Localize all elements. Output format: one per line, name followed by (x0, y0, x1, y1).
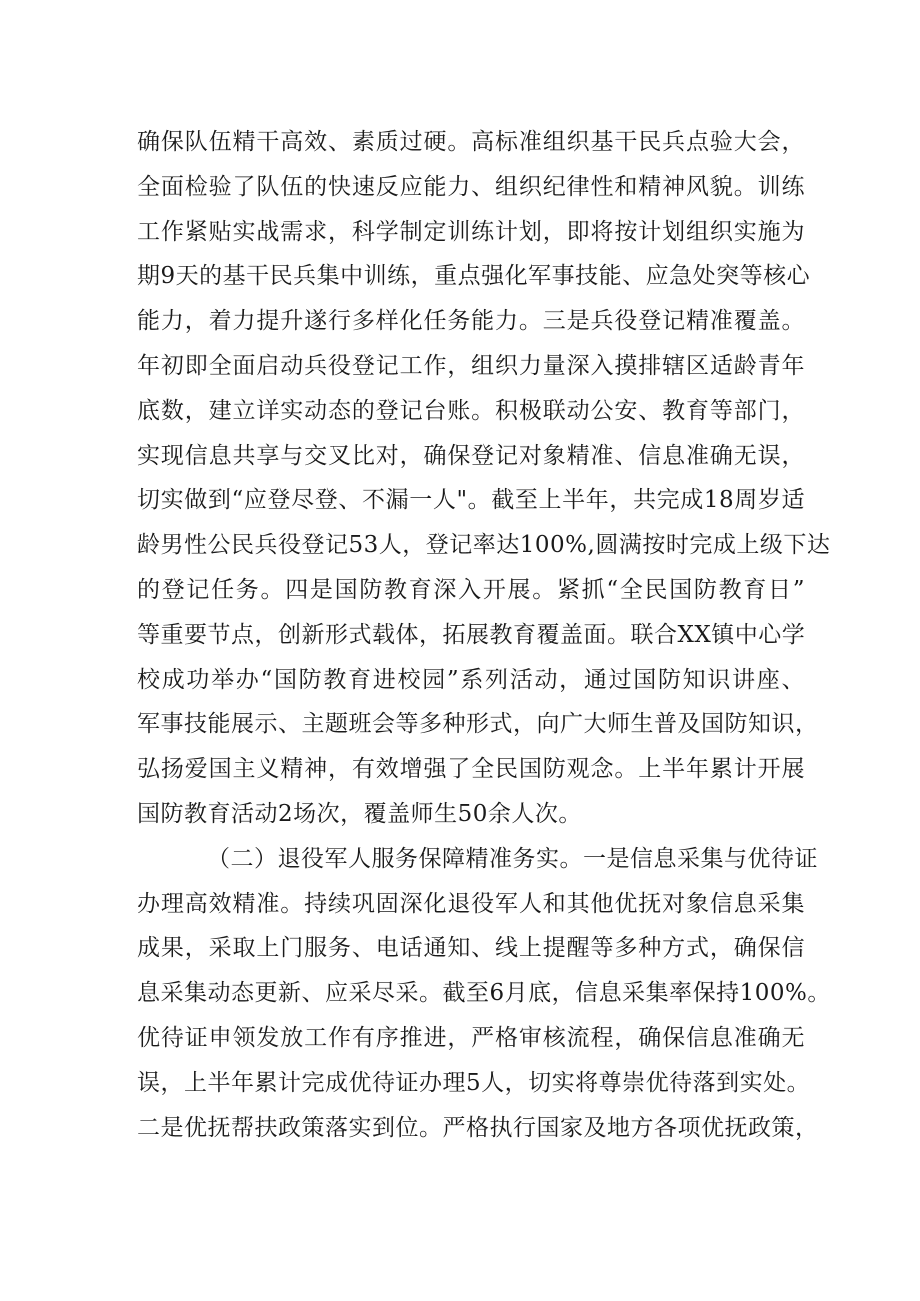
body-line: 误，上半年累计完成优待证办理5人，切实将尊崇优待落到实处。 (137, 1069, 811, 1096)
body-line: 期9天的基干民兵集中训练，重点强化军事技能、应急处突等核心 (137, 263, 811, 290)
body-line: 成果，采取上门服务、电话通知、线上提醒等多种方式，确保信 (137, 935, 805, 962)
body-line: 龄男性公民兵役登记53人，登记率达100%,圆满按时完成上级下达 (137, 532, 831, 559)
section-heading-line: （二）退役军人服务保障精准务实。一是信息采集与优待证 (207, 845, 818, 872)
body-line: 工作紧贴实战需求，科学制定训练计划，即将按计划组织实施为 (137, 218, 805, 245)
body-line: 全面检验了队伍的快速反应能力、组织纪律性和精神风貌。训练 (137, 173, 805, 200)
body-line: 切实做到“应登尽登、不漏一人"。截至上半年，共完成18周岁适 (137, 487, 805, 514)
document-body (137, 120, 831, 1150)
body-line: 弘扬爱国主义精神，有效增强了全民国防观念。上半年累计开展 (137, 756, 805, 783)
body-line: 能力，着力提升遂行多样化任务能力。三是兵役登记精准覆盖。 (137, 308, 805, 335)
body-line: 息采集动态更新、应采尽采。截至6月底，信息采集率保持100%。 (137, 980, 831, 1007)
body-line: 二是优抚帮扶政策落实到位。严格执行国家及地方各项优抚政策， (137, 1114, 819, 1141)
body-line: 等重要节点，创新形式载体，拓展教育覆盖面。联合XX镇中心学 (137, 621, 806, 648)
body-line: 优待证申领发放工作有序推进，严格审核流程，确保信息准确无 (137, 1024, 805, 1051)
body-line: 实现信息共享与交叉比对，确保登记对象精准、信息准确无误， (137, 442, 805, 469)
body-line: 校成功举办“国防教育进校园”系列活动，通过国防知识讲座、 (137, 666, 805, 693)
body-line: 军事技能展示、主题班会等多种形式，向广大师生普及国防知识， (137, 711, 819, 738)
body-line: 年初即全面启动兵役登记工作，组织力量深入摸排辖区适龄青年 (137, 352, 805, 379)
body-line: 底数，建立详实动态的登记台账。积极联动公安、教育等部门， (137, 397, 805, 424)
body-line: 的登记任务。四是国防教育深入开展。紧抓“全民国防教育日” (137, 576, 805, 603)
paragraph-end-line: 国防教育活动2场次，覆盖师生50余人次。 (137, 800, 582, 827)
body-line: 办理高效精准。持续巩固深化退役军人和其他优抚对象信息采集 (137, 890, 805, 917)
body-line: 确保队伍精干高效、素质过硬。高标准组织基干民兵点验大会， (137, 129, 805, 155)
